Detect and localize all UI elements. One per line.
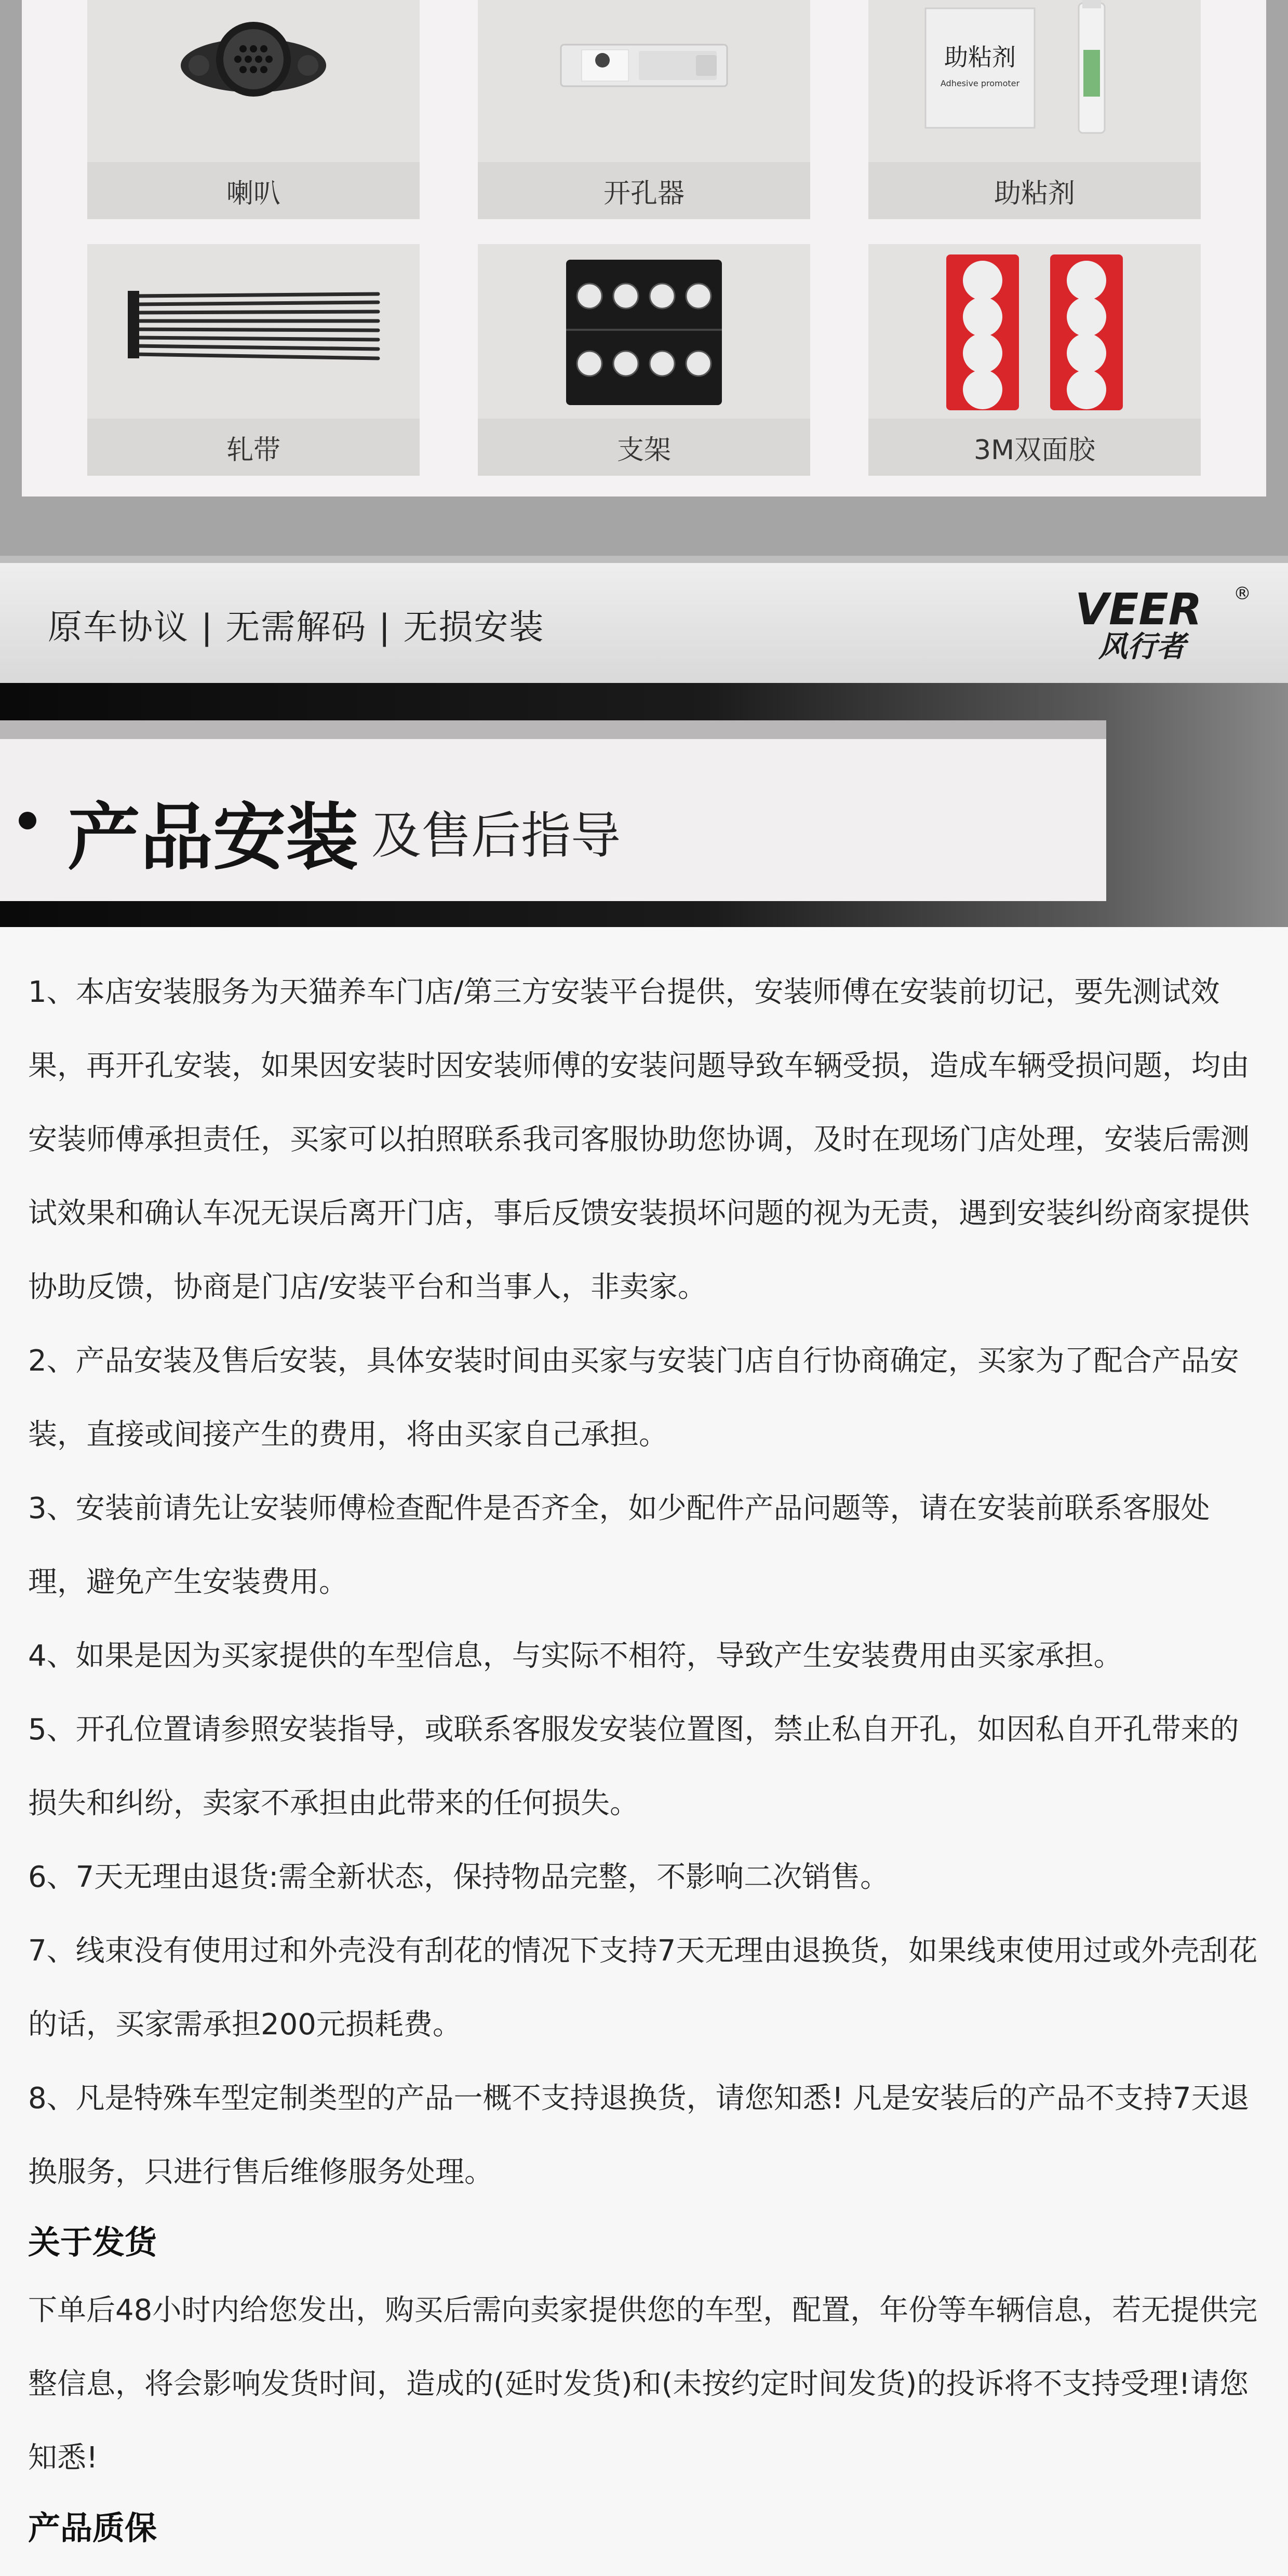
policy-item-8: 8、凡是特殊车型定制类型的产品一概不支持退换货，请您知悉! 凡是安装后的产品不支持7天退换服务，只进行售后维修服务处理。 xyxy=(28,2082,1250,2189)
part-card-speaker xyxy=(87,0,420,219)
section-heading xyxy=(0,739,1106,901)
heading-bold-text: 产品安装 xyxy=(68,796,359,880)
svg-text:助粘剂: 助粘剂 xyxy=(944,43,1016,71)
warranty-title: 产品质保 xyxy=(28,2509,157,2547)
part-label: 支架 xyxy=(478,419,810,476)
shipping-title: 关于发货 xyxy=(28,2223,157,2261)
heading-light-text: 及售后指导 xyxy=(371,807,621,865)
cable-ties-icon xyxy=(87,244,420,419)
policy-item-5: 5、开孔位置请参照安装指导，或联系客服发安装位置图，禁止私自开孔，如因私自开孔带来的损失和纠纷，卖家不承担由此带来的任何损失。 xyxy=(28,1713,1239,1820)
policy-item-2: 2、产品安装及售后安装，具体安装时间由买家与安装门店自行协商确定，买家为了配合产品安装，直接或间接产生的费用，将由买家自己承担。 xyxy=(28,1344,1239,1452)
part-card-hole-saw xyxy=(478,0,810,219)
heading-strip xyxy=(0,720,1106,739)
part-label: 3M双面胶 xyxy=(868,419,1201,476)
svg-text:Adhesive promoter: Adhesive promoter xyxy=(940,78,1020,88)
policy-content xyxy=(28,956,1264,2559)
svg-text:风行者: 风行者 xyxy=(1098,630,1186,664)
veer-logo-icon xyxy=(1070,579,1257,667)
part-label: 轧带 xyxy=(87,419,420,476)
hole-saw-icon xyxy=(478,0,810,162)
parts-section xyxy=(0,0,1288,556)
part-card-tape xyxy=(868,244,1201,476)
parts-panel xyxy=(22,0,1266,497)
bracket-icon xyxy=(478,244,810,419)
policy-item-3: 3、安装前请先让安装师傅检查配件是否齐全，如少配件产品问题等，请在安装前联系客服处理，避免产生安装费用。 xyxy=(28,1492,1210,1599)
part-label: 开孔器 xyxy=(478,162,810,219)
double-sided-tape-icon xyxy=(868,244,1201,419)
shipping-text: 下单后48小时内给您发出，购买后需向卖家提供您的车型，配置，年份等车辆信息，若无提供完整信息，将会影响发货时间，造成的(延时发货)和(未按约定时间发货)的投诉将不支持受理!请您知悉! xyxy=(28,2293,1258,2475)
policy-item-7: 7、线束没有使用过和外壳没有刮花的情况下支持7天无理由退换货，如果线束使用过或外壳刮花的话，买家需承担200元损耗费。 xyxy=(28,1934,1258,2042)
adhesive-promoter-icon xyxy=(868,0,1201,162)
svg-text:®: ® xyxy=(1233,583,1251,604)
slogan-bar xyxy=(0,556,1288,683)
slogan-text: 原车协议 | 无需解码 | 无损安装 xyxy=(48,607,545,647)
bullet-icon xyxy=(19,812,36,829)
part-label: 喇叭 xyxy=(87,162,420,219)
part-card-bracket xyxy=(478,244,810,476)
part-label: 助粘剂 xyxy=(868,162,1201,219)
policy-item-6: 6、7天无理由退货:需全新状态，保持物品完整，不影响二次销售。 xyxy=(28,1860,890,1894)
part-card-adhesive xyxy=(868,0,1201,219)
policy-item-4: 4、如果是因为买家提供的车型信息，与实际不相符，导致产生安装费用由买家承担。 xyxy=(28,1639,1123,1673)
policy-item-1: 1、本店安装服务为天猫养车门店/第三方安装平台提供，安装师傅在安装前切记，要先测试效果，再开孔安装，如果因安装时因安装师傅的安装问题导致车辆受损，造成车辆受损问题，均由安装师傅承担责任，买家可以拍照联系我司客服协助您协调，及时在现场门店处理，安装后需测试效果和确认车况无误后离开门店，事后反馈安装损坏问题的视为无责，遇到安装纠纷商家提供协助反馈，协商是门店/安装平台和当事人，非卖家。 xyxy=(28,975,1250,1304)
svg-text:VEER: VEER xyxy=(1075,584,1202,635)
speaker-icon xyxy=(87,0,420,162)
section-heading-band xyxy=(0,683,1288,927)
part-card-cable-ties xyxy=(87,244,420,476)
